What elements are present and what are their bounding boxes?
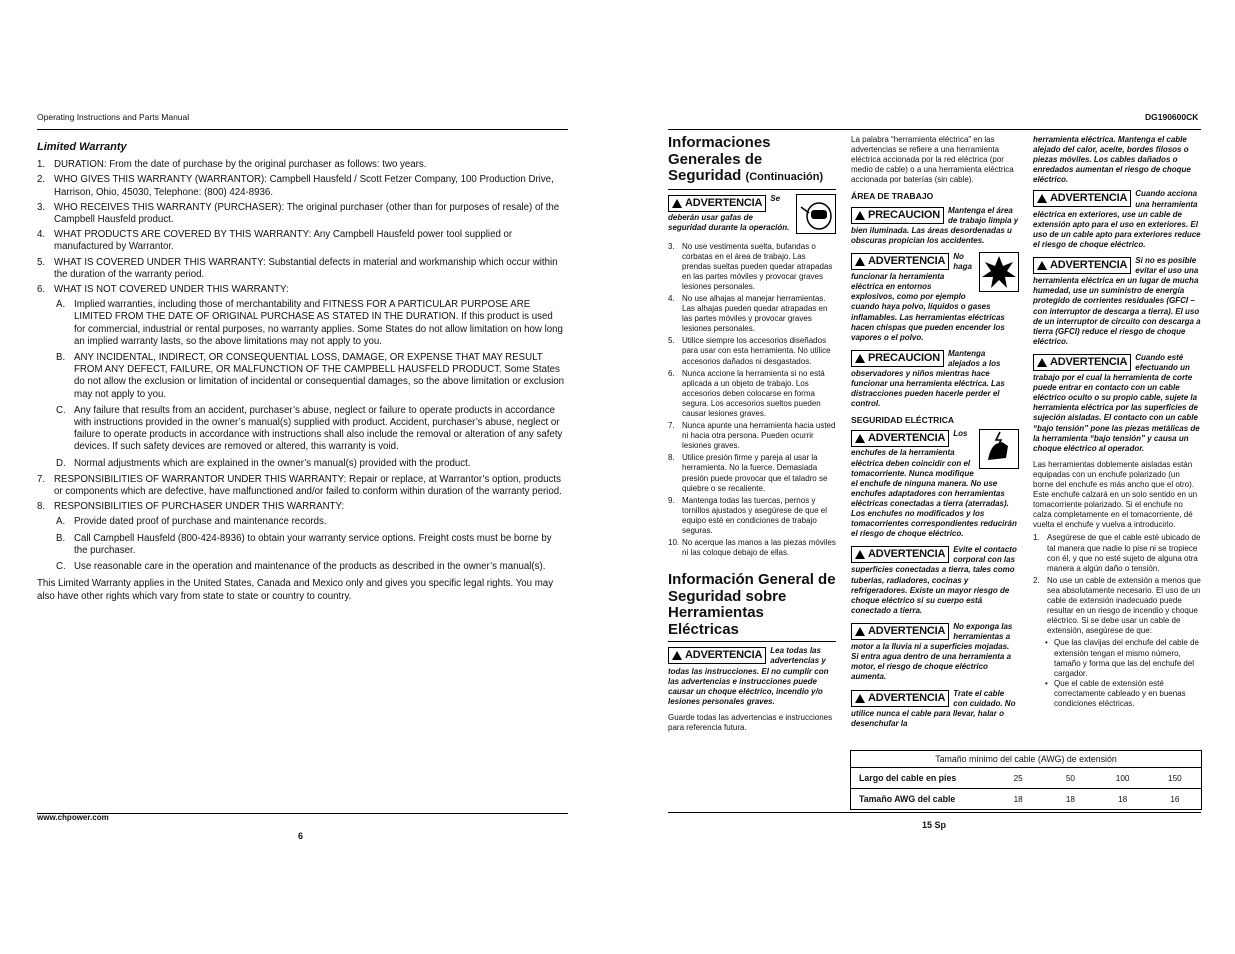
warning-block (1033, 189, 1201, 250)
warning-triangle-icon (672, 651, 682, 660)
warning-label: ADVERTENCIA (668, 195, 766, 212)
item-number: 10. (668, 538, 680, 548)
warning-label (1033, 354, 1131, 371)
extension-cord-bullets (1033, 638, 1201, 709)
warning-block (851, 429, 1019, 539)
item-number: 1. (37, 159, 46, 171)
right-column-2 (851, 135, 1019, 735)
warning-block (851, 622, 1019, 683)
warranty-closing: This Limited Warranty applies in the United States, Canada and Mexico only and gives you specific legal rights. You may also have other rights which vary from state to state or country to country. (37, 578, 554, 602)
item-number: 6. (668, 368, 675, 378)
electric-shock-icon (979, 429, 1019, 469)
warranty-item (37, 159, 565, 171)
warranty-items-b (37, 474, 565, 514)
heading-continuation: (Continuación) (745, 171, 824, 183)
item-number: 5. (668, 336, 675, 346)
safety-item (668, 336, 836, 366)
item-text: ANY INCIDENTAL, INDIRECT, OR CONSEQUENTIAL LOSS, DAMAGE, OR EXPENSE THAT MAY RESULT FROM ANY DEFECT, FAILURE, OR MALFUNCTION OF THE CAMPBELL HAUSFELD PRODUCT. Some States do not allow the exclusion or limitation of incidental or consequential damages, so the above limitation or exclusion may not apply to you. (74, 352, 565, 400)
warranty-subitem (56, 299, 565, 348)
warranty-item (37, 229, 565, 253)
outdoor-warnings (1033, 189, 1201, 453)
footer-rule-left (37, 813, 568, 814)
section-heading-general: Informaciones Generales de Seguridad (Continuación) (668, 135, 836, 190)
item-text: No use vestimenta suelta, bufandas o corbatas en el área de trabajo. Las prendas sueltas pueden quedar atrapadas en las partes móviles y provocar graves lesiones personales. (682, 241, 833, 291)
work-area-heading: ÁREA DE TRABAJO (851, 191, 934, 202)
item-number: A. (56, 299, 66, 311)
item-number: C. (56, 404, 66, 416)
warranty-item (37, 257, 565, 281)
warranty-title: Limited Warranty (37, 141, 127, 153)
right-page-number: 15 Sp (922, 820, 947, 830)
item-text: No use un cable de extensión a menos que sea absolutamente necesario. El uso de un cable de extensión inadecuado puede resultar en un riesgo de incendio y choque eléctrico. Si se debe usar un cable de extensión, asegúrese de que: (1047, 575, 1201, 636)
bullet-text: Que el cable de extensión esté correctamente cableado y en buenas condiciones eléctricas. (1054, 678, 1186, 708)
warning-text: Cuando acciona una herramienta eléctrica en exteriores, use un cable de extensión apto para el uso en exteriores. El uso de un cable apto para exteriores reduce el riesgo de choque eléctrico. (1033, 189, 1201, 249)
warning-text: Trate el cable con cuidado. No utilice nunca el cable para llevar, halar o desenchufar la (851, 688, 1016, 728)
item-number: 3. (668, 241, 675, 251)
safety-item (668, 538, 836, 558)
item-text: WHAT IS COVERED UNDER THIS WARRANTY: Substantial defects in material and workmanship which occur within the duration of the warranty period. (54, 256, 558, 280)
item-text: WHO RECEIVES THIS WARRANTY (PURCHASER): The original purchaser (other than for purposes of resale) of the Campbell Hausfeld product. (54, 201, 560, 226)
item-number: B. (56, 532, 66, 544)
warning-block (851, 252, 1019, 343)
warranty-subitem (56, 405, 565, 454)
warning-triangle-icon (1037, 358, 1047, 367)
warning-triangle-icon (855, 627, 865, 636)
warranty-subitem (56, 458, 565, 470)
item-text: WHAT PRODUCTS ARE COVERED BY THIS WARRANTY: Any Campbell Hausfeld power tool supplied or manufactured by Warrantor. (54, 229, 513, 253)
cord-item (1033, 533, 1201, 573)
item-number: 7. (37, 473, 46, 485)
right-page-header: DG190600CK (1145, 112, 1199, 122)
item-number: D. (56, 457, 66, 469)
item-number: 3. (37, 201, 46, 213)
header-rule-left (37, 129, 568, 130)
cord-items (1033, 533, 1201, 636)
item-text: WHO GIVES THIS WARRANTY (WARRANTOR): Campbell Hausfeld / Scott Fetzer Company, 100 Production Drive, Harrison, Ohio, 45030, Telephone: (800) 424-8936. (54, 174, 554, 198)
read-warnings-warning: ADVERTENCIA Lea todas las advertencias y todas las instrucciones. El no cumplir con las advertencias e instrucciones puede causar un choque eléctrico, incendio y/o lesiones personales graves. (668, 646, 829, 706)
warning-triangle-icon (855, 211, 865, 220)
item-number: 4. (37, 229, 46, 241)
table-row (851, 788, 1201, 809)
item-text: DURATION: From the date of purchase by the original purchaser as follows: two years. (54, 159, 427, 171)
safety-item (668, 294, 836, 334)
item-number: 9. (668, 495, 675, 505)
warning-text: Si no es posible evitar el uso una herramienta eléctrica en un lugar de mucha humedad, use un suministro de energía protegido de corrientes residuales (GFCI – con interruptor de descarga a tierra). El uso de un interruptor de circuito con descarga a tierra (GFCI) reduce el riesgo de choque eléctrico. (1033, 256, 1201, 346)
warning-label (1033, 190, 1131, 207)
safety-item (668, 453, 836, 493)
warranty-section (37, 141, 565, 603)
item-number: 6. (37, 284, 46, 296)
item-text: Nunca apunte una herramienta hacia usted ni hacia otra persona. Pueden ocurrir lesiones graves. (682, 421, 836, 451)
item-text: Normal adjustments which are explained in the owner’s manual(s) provided with the product. (74, 457, 471, 469)
warning-label-text: ADVERTENCIA (868, 432, 946, 445)
item-text: Utilice presión firme y pareja al usar la herramienta. No la fuerce. Demasiada presión puede provocar que el taladro se quiebre o se recaliente. (682, 453, 828, 493)
warranty-items (37, 159, 565, 296)
warranty-item (37, 474, 565, 498)
warning-block (851, 689, 1019, 729)
warning-triangle-icon (672, 199, 682, 208)
power-tool-definition: La palabra “herramienta eléctrica” en las advertencias se refiere a una herramienta eléctrica accionada por la red eléctrica (por medio de cable) o a una herramienta eléctrica accionada por baterías (sin cable). (851, 135, 1014, 185)
warning-triangle-icon (1037, 261, 1047, 270)
item-text: Mantenga todas las tuercas, pernos y tornillos ajustados y asegúrese de que el equipo esté en condiciones de trabajo seguras. (682, 495, 827, 536)
table-cell: 50 (1065, 773, 1075, 783)
table-row-label: Tamaño AWG del cable (859, 794, 956, 804)
table-cell: 25 (1013, 773, 1023, 783)
warranty-subitem (56, 561, 565, 573)
warning-triangle-icon (855, 694, 865, 703)
warning-label-text: ADVERTENCIA (1050, 259, 1128, 272)
item-text: Any failure that results from an accident, purchaser’s abuse, neglect or failure to operate products in accordance with instructions provided in the owner’s manual(s) supplied with product. Accident, purchaser’s abuse, neglect or failure to operate products in accordance with instructions shall also include the removal or alteration of any safety devices. If such safety devices are removed or altered, this warranty is void. (74, 404, 563, 453)
safety-item (668, 369, 836, 419)
warning-label (851, 690, 949, 707)
item-text: Use reasonable care in the operation and maintenance of the products as described in the owner’s manual(s). (74, 561, 546, 573)
item-text: RESPONSIBILITIES OF PURCHASER UNDER THIS WARRANTY: (54, 501, 345, 513)
table-cell: 18 (1013, 794, 1023, 804)
item-number: 2. (37, 174, 46, 186)
warning-label-text: PRECAUCION (868, 208, 940, 221)
warning-label-text: ADVERTENCIA (868, 691, 946, 704)
warning-label: ADVERTENCIA (668, 647, 766, 664)
warning-label-text: PRECAUCION (868, 351, 940, 364)
item-text: Asegúrese de que el cable esté ubicado de tal manera que nadie lo pise ni se tropiece con él, y que no esté sujeto de alguna otra manera a algún daño o tensión. (1047, 533, 1201, 573)
right-column-3 (1033, 135, 1201, 709)
left-page-number: 6 (298, 831, 304, 841)
electrical-safety-heading: SEGURIDAD ELÉCTRICA (851, 415, 955, 426)
warning-label-text: ADVERTENCIA (1050, 355, 1128, 368)
bullet-dot-icon: • (1045, 638, 1048, 648)
item-text: WHAT IS NOT COVERED UNDER THIS WARRANTY: (54, 284, 289, 296)
safety-item (668, 496, 836, 536)
warning-block (1033, 256, 1201, 347)
warning-text: Cuando esté efectuando un trabajo por el cual la herramienta de corte puede entrar en contacto con un cable eléctrico oculto o su propio cable, sujete la herramienta eléctrica por las superficies de sujeción aisladas. El contacto con un cable “bajo tensión” pone las piezas metálicas de la herramienta “bajo tensión” y causa un choque eléctrico al operador. (1033, 352, 1200, 453)
bullet-text: Que las clavijas del enchufe del cable de extensión tengan el mismo número, tamaño y forma que las del enchufe del cargador. (1054, 638, 1199, 678)
bullet-item (1045, 679, 1201, 709)
table-row (851, 768, 1201, 788)
warning-label-text: ADVERTENCIA (868, 548, 946, 561)
warning-label-text: ADVERTENCIA (868, 254, 946, 267)
footer-url[interactable]: www.chpower.com (37, 813, 109, 822)
warning-triangle-icon (855, 550, 865, 559)
item8-subitems (37, 516, 565, 573)
safety-item (668, 421, 836, 451)
item-number: B. (56, 352, 66, 364)
warning-block (851, 545, 1019, 616)
warning-text: Los enchufes de la herramienta eléctrica deben coincidir con el tomacorriente. Nunca modifique el enchufe de ninguna manera. No use enchufes adaptadores con herramientas eléctricas conectadas a tierra (aterradas). Los enchufes no modificados y los tomacorrientes correspondientes reducirán el riesgo de choque eléctrico. (851, 429, 1017, 539)
double-insulated-text: Las herramientas doblemente aisladas están equipadas con un enchufe polarizado (un borne del enchufe es más ancho que el otro). Este enchufe calzará en un solo sentido en un tomacorriente polarizado. Si el enchufe no calza completamente en el tomacorriente, dé vuelta el enchufe y vuelva a introducirlo. (1033, 459, 1198, 530)
warning-label (851, 207, 944, 224)
electrical-safety-warnings (851, 429, 1019, 728)
warning-label-text: ADVERTENCIA (1050, 192, 1128, 205)
table-cell: 150 (1168, 773, 1182, 783)
table-row-label: Largo del cable en pies (859, 773, 957, 783)
item-number: 7. (668, 421, 675, 431)
warning-label (851, 350, 944, 367)
section-heading-electric-tools: Información General de Seguridad sobre Herramientas Eléctricas (668, 572, 836, 642)
cord-warning-continued: herramienta eléctrica. Mantenga el cable alejado del calor, aceite, bordes filosos o piezas móviles. Los cables dañados o enredados aumentan el riesgo de choque eléctrico. (1033, 135, 1191, 185)
item-text: No acerque las manos a las piezas móviles ni las coloque debajo de ellas. (682, 538, 836, 558)
warning-text: Evite el contacto corporal con las superficies conectadas a tierra, tales como tuberías, radiadores, cocinas y refrigeradores. Existe un mayor riesgo de choque eléctrico si su cuerpo está conectado a tierra. (851, 545, 1017, 615)
goggles-warning: ADVERTENCIA Se deberán usar gafas de seguridad durante la operación. (668, 194, 836, 236)
warning-label (851, 623, 949, 640)
item-text: Provide dated proof of purchase and maintenance records. (74, 516, 327, 528)
item-text: Nunca accione la herramienta si no está aplicada a un objeto de trabajo. Los accesorios deben colocarse en forma segura. Los accesorios sueltos pueden causar lesiones graves. (682, 368, 825, 418)
item-number: C. (56, 561, 66, 573)
table-cell: 100 (1115, 773, 1130, 783)
item-number: 4. (668, 293, 675, 303)
warning-label (851, 253, 949, 270)
bullet-item (1045, 638, 1201, 678)
safety-goggles-icon (796, 194, 836, 234)
warning-label (851, 546, 949, 563)
safety-item (668, 242, 836, 292)
table-cell: 18 (1065, 794, 1075, 804)
warning-label (851, 430, 949, 447)
table-cell: 18 (1118, 794, 1128, 804)
warning-triangle-icon (855, 354, 865, 363)
warranty-item (37, 202, 565, 226)
work-area-warnings (851, 206, 1019, 410)
explosion-icon (979, 252, 1019, 292)
warranty-item (37, 174, 565, 198)
item-number: 1. (1033, 533, 1040, 543)
general-safety-items (668, 242, 836, 559)
warranty-item (37, 284, 565, 296)
warning-text: No haga funcionar la herramienta eléctrica en entornos explosivos, como por ejemplo cuando haya polvo, líquidos o gases inflamables. Las herramientas eléctricas hacen chispas que pueden encender los vapores o el polvo. (851, 251, 1005, 342)
table-cell: 16 (1170, 794, 1180, 804)
warning-block (851, 206, 1019, 246)
right-column-1 (668, 135, 836, 733)
item-text: Implied warranties, including those of merchantability and FITNESS FOR A PARTICULAR PURPOSE ARE LIMITED FROM THE DATE OF ORIGINAL PURCHASE AS STATED IN THE DURATION. If this product is used for commercial, industrial or rental purposes, no warranty applies. Some States do not allow limitation on how long an implied warranty lasts, so the above limitations may not apply to you. (74, 299, 563, 347)
item-number: 8. (37, 501, 46, 513)
warning-block (1033, 353, 1201, 454)
item-number: 5. (37, 256, 46, 268)
item-text: Call Campbell Hausfeld (800-424-8936) to obtain your warranty service options. Freight costs must be borne by the purchaser. (74, 532, 552, 556)
warning-label (1033, 257, 1131, 274)
extension-cord-table (850, 750, 1202, 810)
item-number: 8. (668, 453, 675, 463)
warranty-item (37, 501, 565, 513)
warning-label-text: ADVERTENCIA (868, 624, 946, 637)
warning-triangle-icon (855, 257, 865, 266)
keep-warnings-text: Guarde todas las advertencias e instrucciones para referencia futura. (668, 712, 833, 732)
item-number: 2. (1033, 575, 1040, 585)
item-number: A. (56, 516, 66, 528)
left-page-header: Operating Instructions and Parts Manual (37, 112, 190, 122)
table-caption: Tamaño mínimo del cable (AWG) de extensión (851, 751, 1201, 768)
warning-triangle-icon (1037, 194, 1047, 203)
cord-item (1033, 576, 1201, 637)
item-text: RESPONSIBILITIES OF WARRANTOR UNDER THIS WARRANTY: Repair or replace, at Warrantor’s option, products or components which are defective, have malfunctioned and/or failed to conform within duration of the warranty period. (54, 473, 562, 498)
header-rule-right (668, 129, 1201, 130)
footer-rule-right (668, 812, 1201, 813)
warning-text: Mantenga el área de trabajo limpia y bien iluminada. Las áreas desordenadas u obscuras propician los accidentes. (851, 205, 1019, 245)
warranty-subitem (56, 533, 565, 557)
warranty-subitem (56, 516, 565, 528)
warranty-subitem (56, 352, 565, 401)
warning-triangle-icon (855, 434, 865, 443)
warning-text: No exponga las herramientas a motor a la lluvia ni a superficies mojadas. Si entra agua dentro de una herramienta a motor, el riesgo de choque eléctrico aumenta. (851, 621, 1013, 682)
item-text: Utilice siempre los accesorios diseñados para usar con esta herramienta. No utilice accesorios dañados ni desgastados. (682, 336, 831, 366)
item-text: No use alhajas al manejar herramientas. Las alhajas pueden quedar atrapadas en las partes móviles y provocar graves lesiones personales. (682, 293, 828, 334)
warning-text: Mantenga alejados a los observadores y niños mientras hace funcionar una herramienta eléctrica. Las distracciones pueden hacerle perder el control. (851, 348, 1005, 409)
item6-subitems (37, 299, 565, 470)
bullet-dot-icon: • (1045, 678, 1048, 688)
warning-block (851, 349, 1019, 410)
